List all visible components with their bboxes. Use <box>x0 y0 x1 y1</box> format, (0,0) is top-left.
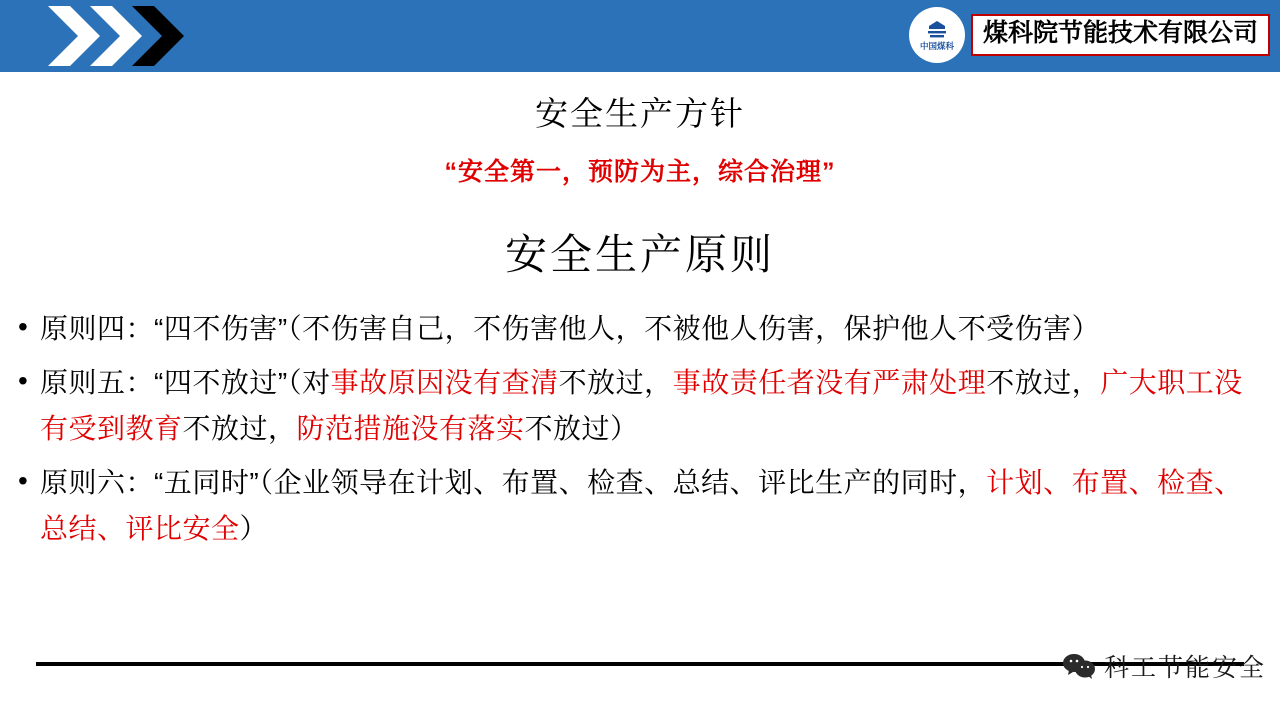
text-segment: 原则五：“四不放过”（对 <box>40 367 331 398</box>
list-item-text <box>40 306 1262 352</box>
company-logo-icon <box>909 7 965 63</box>
bullet-marker: • <box>18 465 28 496</box>
list-item-text <box>40 360 1262 452</box>
text-segment: 不放过， <box>558 367 673 398</box>
text-segment-highlight: 事故原因没有查清 <box>330 367 559 398</box>
text-segment-highlight: 计划、布置、检查、总结、评比安全 <box>40 467 1243 544</box>
footer-watermark <box>1062 648 1266 684</box>
list-item <box>18 460 1262 552</box>
footer-stamp-text: 科工节能安全 <box>1103 655 1266 682</box>
company-branding <box>909 6 1270 64</box>
text-segment: 不放过， <box>986 367 1101 398</box>
chevron-right-icon <box>132 6 184 66</box>
principles-list <box>18 306 1262 560</box>
company-name: 煤科院节能技术有限公司 <box>971 14 1270 56</box>
text-segment-highlight: 广大职工没有受到教育 <box>40 367 1243 444</box>
bullet-marker: • <box>18 365 28 396</box>
text-segment: 不放过） <box>524 413 639 444</box>
principles-heading: 安全生产原则 <box>504 231 775 278</box>
chevron-decoration <box>48 0 248 72</box>
wechat-icon <box>1062 652 1096 680</box>
policy-slogan: “安全第一，预防为主，综合治理” <box>444 158 836 186</box>
list-item <box>18 306 1262 352</box>
text-segment: 原则四：“四不伤害”（不伤害自己，不伤害他人，不被他人伤害，保护他人不受伤害） <box>40 313 1101 344</box>
text-segment: 不放过， <box>182 413 297 444</box>
text-segment-highlight: 防范措施没有落实 <box>296 413 525 444</box>
bullet-marker: • <box>18 311 28 342</box>
text-segment-highlight: 事故责任者没有严肃处理 <box>672 367 987 398</box>
header-band <box>0 0 1280 72</box>
list-item <box>18 360 1262 452</box>
logo-text: 中国煤科 <box>919 40 954 51</box>
list-item-text <box>40 460 1262 552</box>
text-segment: 原则六：“五同时”（企业领导在计划、布置、检查、总结、评比生产的同时， <box>40 467 987 498</box>
text-segment: ） <box>239 513 269 544</box>
policy-heading: 安全生产方针 <box>535 95 745 132</box>
